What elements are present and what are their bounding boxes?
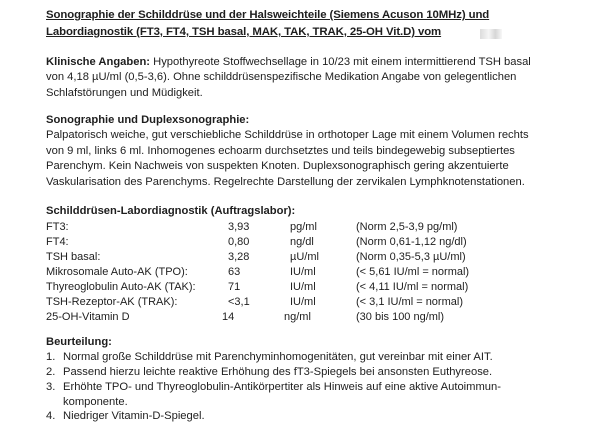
lab-norm: (30 bis 100 ng/ml) — [356, 311, 445, 323]
lab-norm: (Norm 0,35-5,3 µU/ml) — [356, 251, 466, 263]
lab-param: TSH-Rezeptor-AK (TRAK): — [46, 296, 178, 308]
lab-unit: IU/ml — [290, 266, 316, 278]
lab-unit: ng/ml — [284, 311, 311, 323]
lab-norm: (< 4,11 IU/ml = normal) — [356, 281, 469, 293]
clinical-line-1 — [46, 55, 566, 71]
lab-unit: IU/ml — [290, 296, 316, 308]
lab-param: TSH basal: — [46, 251, 101, 263]
item-text: Passend hierzu leichte reaktive Erhöhung des fT3-Spiegels bei ansonsten Euthyreose. — [63, 366, 493, 378]
item-text: Niedriger Vitamin-D-Spiegel. — [63, 410, 205, 422]
item-text: Normal große Schilddrüse mit Parenchyminhomogenitäten, gut vereinbar mit einer AIT. — [63, 351, 493, 363]
item-number: 3. — [46, 381, 56, 393]
clinical-text-1: Hypothyreote Stoffwechsellage in 10/23 mit einem intermittierend TSH basal — [150, 56, 531, 68]
lab-norm: (< 5,61 IU/ml = normal) — [356, 266, 470, 278]
lab-value: <3,1 — [228, 296, 250, 308]
lab-param: FT3: — [46, 221, 69, 233]
clinical-line-2: von 4,18 µU/ml (0,5-3,6). Ohne schilddrüsenspezifische Medikation Angabe von gelegentlichen — [46, 71, 517, 83]
redacted-date — [480, 29, 502, 39]
lab-unit: ng/dl — [290, 236, 314, 248]
lab-param: Mikrosomale Auto-AK (TPO): — [46, 266, 188, 278]
lab-value: 71 — [228, 281, 241, 293]
lab-heading: Schilddrüsen-Labordiagnostik (Auftragslabor): — [46, 205, 296, 217]
sono-line-4: Vaskularisation des Parenchyms. Regelrechte Darstellung der zervikalen Lymphknotenstationen. — [46, 176, 525, 188]
lab-norm: (Norm 2,5-3,9 pg/ml) — [356, 221, 458, 233]
lab-norm: (Norm 0,61-1,12 ng/dl) — [356, 236, 467, 248]
item-number: 2. — [46, 366, 56, 378]
lab-unit: µU/ml — [290, 251, 319, 263]
lab-value: 63 — [228, 266, 241, 278]
lab-param: 25-OH-Vitamin D — [46, 311, 130, 323]
lab-value: 0,80 — [228, 236, 250, 248]
report-title-line-2: Labordiagnostik (FT3, FT4, TSH basal, MAK, TAK, TRAK, 25-OH Vit.D) vom — [46, 26, 442, 38]
sono-line-2: von 9 ml, links 6 ml. Inhomogenes echoarm durchsetztes und teils bindegewebig subseptiertes — [46, 145, 515, 157]
lab-value: 3,93 — [228, 221, 250, 233]
clinical-line-3: Schlafstörungen und Müdigkeit. — [46, 87, 203, 99]
lab-unit: pg/ml — [290, 221, 317, 233]
lab-norm: (< 3,1 IU/ml = normal) — [356, 296, 463, 308]
lab-param: FT4: — [46, 236, 69, 248]
sono-line-1: Palpatorisch weiche, gut verschiebliche Schilddrüse in orthotoper Lage mit einem Volumen rechts — [46, 129, 529, 141]
lab-unit: IU/ml — [290, 281, 316, 293]
clinical-heading: Klinische Angaben: — [46, 56, 151, 68]
report-title-line-1: Sonographie der Schilddrüse und der Halsweichteile (Siemens Acuson 10MHz) und — [46, 9, 490, 21]
assessment-heading: Beurteilung: — [46, 336, 112, 348]
lab-value: 14 — [222, 311, 235, 323]
item-number: 1. — [46, 351, 56, 363]
sono-line-3: Parenchym. Kein Nachweis von suspekten Knoten. Duplexsonographisch gering akzentuierte — [46, 160, 509, 172]
sono-heading: Sonographie und Duplexsonographie: — [46, 114, 250, 126]
item-text: Erhöhte TPO- und Thyreoglobulin-Antikörpertiter als Hinweis auf eine aktive Autoimmun- — [63, 381, 501, 393]
item-number: 4. — [46, 410, 56, 422]
item-text: komponente. — [63, 396, 128, 408]
lab-value: 3,28 — [228, 251, 250, 263]
lab-param: Thyreoglobulin Auto-AK (TAK): — [46, 281, 196, 293]
